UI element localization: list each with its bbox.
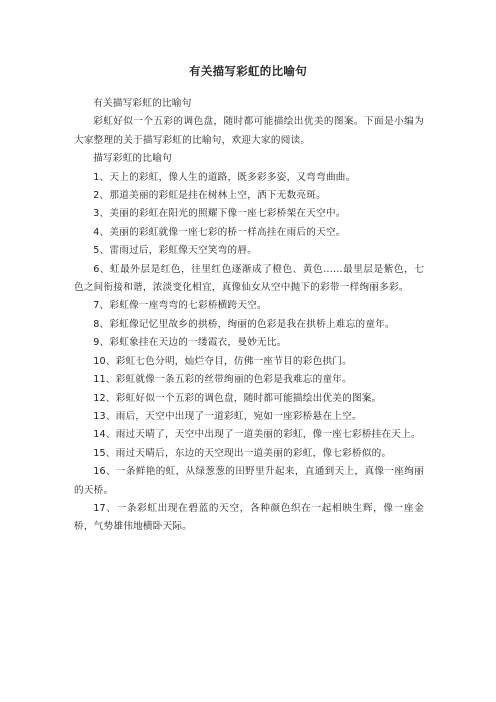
section-heading: 描写彩虹的比喻句 bbox=[93, 153, 172, 165]
intro-paragraph: 彩虹好似一个五彩的调色盘，随时都可能描绘出优美的图案。下面是小编为大家整理的关于描写彩虹的比喻句，欢迎大家的阅读。 bbox=[74, 116, 424, 146]
sentence-12: 12、彩虹好似一个五彩的调色盘，随时都可能描绘出优美的图案。 bbox=[93, 392, 382, 404]
sentence-7: 7、彩虹像一座弯弯的七彩桥横跨天空。 bbox=[93, 300, 267, 312]
document-body bbox=[74, 95, 424, 537]
sentence-5: 5、雷雨过后，彩虹像天空笑弯的唇。 bbox=[93, 245, 258, 257]
document-title: 有关描写彩虹的比喻句 bbox=[189, 64, 307, 78]
sentence-13: 13、雨后，天空中出现了一道彩虹，宛如一座彩桥悬在上空。 bbox=[93, 410, 362, 422]
sentence-10: 10、彩虹七色分明，灿烂夺目，仿佛一座节目的彩色拱门。 bbox=[93, 355, 352, 367]
sentence-15: 15、雨过天晴后，东边的天空现出一道美丽的彩虹，像七彩桥似的。 bbox=[93, 447, 392, 459]
sentence-9: 9、彩虹象挂在天边的一缕霞衣，曼妙无比。 bbox=[93, 337, 287, 349]
sentence-3: 3、美丽的彩虹在阳光的照耀下像一座七彩桥架在天空中。 bbox=[93, 208, 346, 220]
sentence-8: 8、彩虹像记忆里故乡的拱桥，绚丽的色彩是我在拱桥上难忘的童年。 bbox=[93, 318, 395, 330]
sentence-6: 6、虹最外层是红色，往里红色逐渐成了橙色、黄色……最里层是紫色，七色之间衔接和谐，浓淡变化相宜，真像仙女从空中抛下的彩带一样绚丽多彩。 bbox=[74, 263, 424, 294]
sentence-4: 4、美丽的彩虹就像一座七彩的桥一样高挂在雨后的天空。 bbox=[93, 226, 346, 238]
sentence-17: 17、一条彩虹出现在碧蓝的天空，各种颜色织在一起相映生辉，像一座金桥，气势雄伟地横卧天际。 bbox=[74, 502, 424, 533]
sentence-11: 11、彩虹就像一条五彩的丝带绚丽的色彩是我难忘的童年。 bbox=[93, 374, 352, 386]
intro-heading: 有关描写彩虹的比喻句 bbox=[93, 98, 192, 109]
sentence-14: 14、雨过天晴了，天空中出现了一道美丽的彩虹，像一座七彩桥挂在天上。 bbox=[93, 429, 421, 441]
sentence-16: 16、一条鲜艳的虹，从绿葱葱的田野里升起来，直通到天上，真像一座绚丽的天桥。 bbox=[74, 466, 424, 496]
sentence-1: 1、天上的彩虹，像人生的道路，既多彩多姿，又弯弯曲曲。 bbox=[93, 171, 356, 183]
sentence-2: 2、那道美丽的彩虹是挂在树林上空，洒下无数亮斑。 bbox=[93, 190, 326, 202]
